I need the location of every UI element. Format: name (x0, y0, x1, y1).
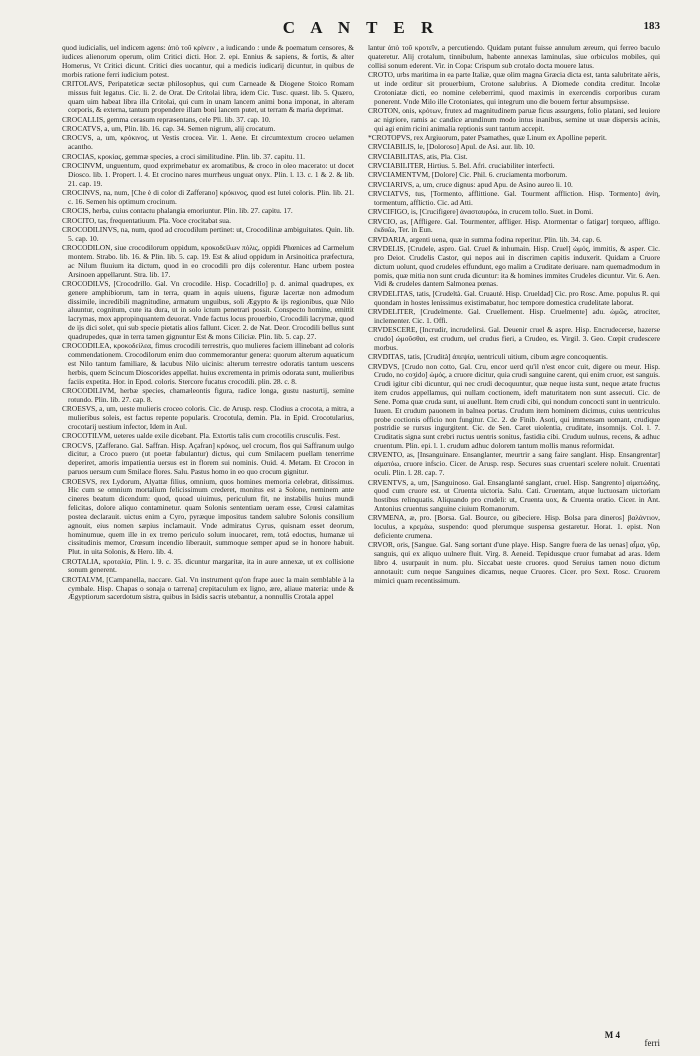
dictionary-entry: quod iudicialis, uel indicem agens: ἀπὸ τοῦ κρίνειν , a iudicando : unde & poematum censores, & iudices alienorum operum, olim Critici dicti. Hor. 2. epi. Ennius & sapiens, & fortis, & alter Homerus, Vt Critici dicunt. Critici dies uocantur, qui a medicis iudicarij dicuntur, in quibus de morbis ratione ferri iudicium potest. (62, 44, 354, 79)
dictionary-entry: CRVCIABILITAS, atis, Pla. Cist. (368, 151, 468, 161)
dictionary-entry: CRVCIO, as, [Affligere. Gal. Tourmenter, affliger. Hisp. Atormentar o fatigar] torqueo, affligo. ἐκδικ͂ω, Ter. in Eun. (368, 216, 660, 235)
dictionary-entry: CRVCIABILITER, Hirtius. 5. Bel. Afri. cruciabiliter interfecti. (368, 160, 555, 170)
dictionary-entry: CROCVS, a, um, κρόκινος, ut Vestis crocea. Vir. 1. Aene. Et circumtextum croceo uelamen acantho. (62, 133, 354, 152)
dictionary-entry: *CROTOPVS, rex Argiuorum, pater Psamathes, quæ Linum ex Apolline peperit. (368, 132, 607, 142)
dictionary-entry: CROCODILEA, κροκοδείλεα, fimus crocodili terrestris, quo mulieres faciem illinebant ad coloris commendationem. Crocodilorum enim duo commemorantur genera: quorum alterum aquaticum est Nilo tantum familiare, & lacubus Nilo uicinis: alterum terrestre odoratis tantum uescens herbis, quem Scincum Dioscorides appellat. huius excrementa in primis odorata sunt, mulieribus faciis expetita. Hor. in Epod. coloris. Stercore fucatus crocodili. plin. 28. c. 8. (62, 341, 354, 386)
dictionary-entry: CROCALLIS, gemma cerasum repræsentans, cele Pli. lib. 37. cap. 10. (62, 114, 271, 124)
text-columns (62, 44, 660, 1034)
dictionary-entry: CROCOTILVM, ueteres ualde exile dicebant. Pla. Extortis talis cum crocotilis crusculis. Fest. (62, 431, 341, 441)
dictionary-entry: CROTO, urbs maritima in ea parte Italiæ, quæ olim magna Græcia dicta est, tanta salubritate aëris, ut inde orditur sit prouerbium, Crotone salubrius. A Diomede condita creditur. Incolæ Crotoniatæ dicti, eo nomine celeberrimi, quod maximis in exercendis corporibus curam ponerent. Vnde Milo ille Crotoniates, qui integrum uno die bouem fertur absumpsisse. (368, 70, 660, 106)
page-header (62, 18, 660, 44)
page-number: 183 (643, 20, 660, 32)
dictionary-entry: CRVDELITER, [Crudelmente. Gal. Cruellement. Hisp. Cruelmente] adu. ὠμῶς, atrociter, inclementer. Cic. 1. Offi. (368, 306, 660, 325)
dictionary-entry: CRVCIATVS, tus, [Tormento, afflittione. Gal. Tourment affliction. Hisp. Tormento] ἀνίη, tormentum, afflictio. Cic. ad Atti. (368, 189, 660, 207)
dictionary-entry: CROCIAS, κροκίας, gemmæ species, a croci similitudine. Plin. lib. 37. capitu. 11. (62, 151, 305, 161)
dictionary-entry: CROCVS, [Zafferano. Gal. Saffran. Hisp. Açafran] κρόκος, uel crocum, flos qui Saffranum uulgo dicitur, a Croco puero (ut poetæ fabulantur) dictus, qui cum Smilacem puellam tenerrime deperiret, amoris impatientia uersus est in florem sui nominis. Ouid. 4. Metam. Et Crocon in paruos uersum cum Smilace flores. Salu. Pastus homo in eo quo crocum gignitur. (62, 440, 354, 477)
dictionary-entry: CROCATVS, a, um, Plin. lib. 16. cap. 34. Semen nigrum, alij crocatum. (62, 124, 276, 134)
dictionary-entry: lantur ἀπὸ τοῦ κροτεῖν, a percutiendo. Quidam putant fuisse annulum æreum, qui ferreo baculo quateretur. Alij crotalum, tinnibulum, habente annexas laminulas, siue orbiculos mobiles, qui collisi sonum ederent. Vir. in Copa: Crispum sub crotalo docta mouere latus. (368, 44, 660, 70)
dictionary-entry: CROESVS, a, um, ueste mulieris croceo coloris. Cic. de Arusp. resp. Clodius a crocota, a mitra, a mulieribus soleis, est factus repente popularis. Crocotula, demin. Pla. in Epid. Crocotularius, crocotarij uestium infector, Idem in Aul. (62, 404, 354, 431)
dictionary-entry: CROCITO, tas, frequentatiuum. Pla. Voce crocitabat sua. (62, 215, 231, 225)
dictionary-entry: CRVCIAMENTVM, [Dolore] Cic. Phil. 6. cruciamenta morborum. (368, 170, 568, 180)
signature-mark: M 4 (604, 1030, 620, 1040)
dictionary-entry: CROCODILINVS, na, num, quod ad crocodilum pertinet: ut, Crocodilinæ ambiguitates. Quin. lib. 5. cap. 10. (62, 224, 354, 243)
running-head: C A N T E R (282, 18, 440, 37)
dictionary-entry: CRVCIABILIS, le, [Doloroso] Apul. de Asi. aur. lib. 10. (368, 142, 535, 152)
dictionary-entry: CROCINVS, na, num, [Che è di color di Zafferano] κρόκινος, quod est lutei coloris. Plin. lib. 21. c. 16. Semen his optimum crocinum. (62, 188, 354, 206)
dictionary-entry: CROESVS, rex Lydorum, Alyattæ filius, omnium, quos homines memoria celebrat, ditissimus. Hic cum se omnium mortalium felicissimum crederet, monitus est a Solone, neminem ante cineres beatum dicendum: quod, quoad uiuimus, periculum fit, ne instabilis huius mundi felicitas, dolore aliquo contaminetur. quam Solonis sententiam ueram esse, Crœsi calamitas postea declarauit. uictus enim a Cyro, pyræque impositus tandem salubre Solonis consilium agnouit, eius nomen sæpius inclamauit. Vnde admiratus Cyrus, quisnam esset deorum, hominumue, quem ille in ex tremo periculo solum inuocaret, rem, totá edoctus, humanæ ui cissitudinis memor, Crœsum incendio liberauit, summoque semper apud se in honore habuit. Plut. in uita Solonis, & Hero. lib. 4. (62, 476, 354, 557)
dictionary-entry: CRVOR, oris, [Sangue. Gal. Sang sortant d'une playe. Hisp. Sangre fuera de las uenas] αἷμα, γῦρ, sanguis, qui ex aliquo uulnere fluit. Virg. 8. Aeneid. Tepidusque cruor fumabat ad aras. Idem libro 4. usurpauit in num. plu. Siccabat ueste cruores. quod Seruius tamen nouo dictum annotauit: cum neque Sanguines dicamus, neque Cruores. Cicer. pro Sext. Rosc. Cruorem mimici quam recentissimum. (368, 540, 660, 585)
dictionary-entry: CRVDITAS, tatis, [Crudità] ἀπεψία, uentriculi uitium, cibum ægre concoquentis. (368, 352, 608, 362)
dictionary-entry: CROCODILON, siue crocodilorum oppidum, κροκοδείλων πόλις, oppidi Phœnices ad Carmelum montem. Strabo. lib. 16. & Plin. lib. 5. cap. 19. Est & aliud oppidum in Arsinoitica præfectura, ac Nilum fluuium ita dictum, quod in eo crocodili pro dijs colerentur. Hanc urbem postea Arsinoen appellarunt. Stra. lib. 17. (62, 243, 354, 279)
dictionary-entry: CROTALVM, [Campanella, naccare. Gal. Vn instrument qu'on frape auec la main semblable à la cymbale. Hisp. Chapas o sonaja o tarrena] crepitaculum ex ligno, ære, aliaue materia: unde & Ægyptiorum sacerdotum sistra, quibus in Isidis sacris utebantur, a nonnullis Crotala appel (62, 574, 354, 602)
left-column (62, 44, 354, 1034)
dictionary-entry: CRVCIFIGO, is, [Crucifigere] ἀνασταυρόω, in crucem tollo. Suet. in Domi. (368, 207, 594, 217)
right-column (368, 44, 660, 1034)
dictionary-entry: CROCODILVS, [Crocodrillo. Gal. Vn crocodile. Hisp. Cocadrillo] p. d. animal quadrupes, ex genere amphibiorum, tam in terra, quam in aquis uiuens, figuræ lacertæ non admodum dissimile, incredibili magnitudine, armatum unguibus, soli Ægypto & ijs regionibus, quæ Nilo aluuntur, cognitum, cute ita dura, ut in solo ictum penetrari possit. Conspecto homine, emittit lacrymas, mox appropinquantem deuorat. Vnde factus locus prouerbio, Crocodili lacrymæ, quod de ijs dici solet, qui sub specie pietatis alios fallunt. Cicer. 2. de Nat. Deor. Crocodili bellus sunt quadrupedes, quæ in terra tamen gignuntur Est & mons Ciliciæ. Plin. lib. 5. cap. 27. (62, 278, 354, 341)
dictionary-entry: CRVMENA, æ, pro. [Borsa. Gal. Bource, ou gibeciere. Hisp. Bolsa para dineros] βαλάντιον, loculus, a κρεμάω, suspendo: quod plerumque suspensa gestaretur. Horat. 1. epist. Non deficiente crumena. (368, 513, 660, 541)
dictionary-entry: CRVDESCERE, [Incrudir, incrudelirsi. Gal. Deuenir cruel & aspre. Hisp. Encrudecerse, hazerse crudo] ὠμοῦσθαι, est crudum, uel crudus fieri, a Crudeo, es. Virgil. 3. Geo. Cœpit crudescere morbus. (368, 325, 660, 352)
dictionary-entry: CRVDARIA, argenti uena, quæ in summa fodina reperitur. Plin. lib. 34. cap. 6. (368, 234, 602, 244)
page-footer (62, 1030, 660, 1048)
dictionary-entry: CRVDELITAS, tatis, [Crudeltà. Gal. Cruauté. Hisp. Crueldad] Cic. pro Rosc. Ame. populus R. qui quondam in hostes lenissimus existimabatur, hoc tempore domestica crudelitate laborat. (368, 288, 660, 307)
dictionary-entry: CROTALIA, κροταλία, Plin. l. 9. c. 35. dicuntur margaritæ, ita in aure annexæ, ut ex collisione sonum generent. (62, 556, 354, 575)
catchword: ferri (644, 1038, 660, 1048)
dictionary-entry: CROCIS, herba, cuius contactu phalangia emoriuntur. Plin. lib. 27. capitu. 17. (62, 206, 293, 216)
dictionary-entry: CROCINVM, unguentum, quod exprimebatur ex aromatibus, & croco in oleo macerato: ut docet Diosco. lib. 1. Propert. l. 4. Et crocino nares murrheus unguat onyx. Plin. l. 13. c. 1 & 2. & lib. 21. cap. 19. (62, 160, 354, 188)
dictionary-entry: CRVDVS, [Crudo non cotto, Gal. Cru, encor uerd qu'il n'est encor cuit, digere ou meur. Hisp. Crudo, no coʒido] ὠμός, a cruore dicitur, quia crudi sanguine carent, qui enim cruor, est sanguis. Crudi igitur cibi dicuntur, qui nec crudi decoquuntur, quæ neque iusta sunt, neque ætate fructus item crudos appellamus, qui nullam coctionem, ideft maturitatem non sunt assecuti. Cic. de Sene. Poma quæ cruda sunt, ui auellunt. Item crudi cibi, qui nondum concocti sunt in uentriculo. Iuuen. Et crudum pauonem in balnea portas. Crudum item hominem dicimus, cuius uentriculus probe coctionis officio non fungitur. Cic. 2. de Finib. Asoti, qui immensam uomant, crudique postridie se rursus ingurgitent. Cic. de Sen. Caret uiolentia, cruditate, insomnijs. Col. l. 7. Cruditatis signa sunt crebri ructus uentris sonitus, fastidia cibi. Crudum uulnus, recens, & adhuc cruentum. Plin. epi. l. 1. crudum adhuc dolorem tantum mollis manus reformidat. (368, 361, 660, 451)
dictionary-entry: CRVENTO, as, [Insanguinare. Ensanglanter, meurtrir a sang faire sanglant. Hisp. Ensangrentar] αἱματόω, cruore infscio. Cicer. de Arusp. resp. Secures suas cruentari scelere noluit. Cruentati oculi. Plin. l. 28. cap. 7. (368, 450, 660, 478)
dictionary-entry: CRVCIARIVS, a, um, cruce dignus: apud Apu. de Asino aureo li. 10. (368, 179, 573, 189)
dictionary-entry: CROCODILIVM, herbæ species, chamæleontis figura, radice longa, gustu nasturtij, semine rotundo. Plin. lib. 27. cap. 8. (62, 386, 354, 404)
dictionary-entry: CRITOLAVS, Peripateticæ sectæ philosophus, qui cum Carneade & Diogene Stoico Romam missus fuit legatus. Cic. li. 2. de Orat. De Critolai libra, idem Cic. Tusc. quæst. lib. 5. Quæro, quam uim habeat libra illa Critolai, qui cum in unam lancem animi bona imponat, in alteram corporis, & externa, tantum propendere illam boni lancem putet, ut terram & maria deprimat. (62, 78, 354, 115)
dictionary-entry: CRVENTVS, a, um, [Sanguinoso. Gal. Ensanglanté sanglant, cruel. Hisp. Sangrento] αἱματώδης, quod cum cruore est. ut Cruenta uictoria. Salu. Cati. Cruentam, atque luctuosam uictoriam hostibus relinquatis. Aliquando pro crudeli: ut, Cruenta uox, & Cruenta oratio. Cicer. in Ant. Antonius cruentus sanguine ciuium Romanorum. (368, 477, 660, 514)
dictionary-entry: CRVDELIS, [Crudele, aspro. Gal. Cruel & inhumain. Hisp. Cruel] ὠμός, immitis, & asper. Cic. pro Deiot. Crudelis Castor, qui nepos aui in discrimen capitis induxerit. Quidam a Cruore dictum uolunt, quod crudeles effundunt, ego malim a Cruditate deriuare. nam quemadmodum in pomis, quæ mitia non sunt cruda dicuntur: ita & homines immites Crudeles dicuntur. Vir. 6. Aen. Vidi & crudeles dantem Salmonea pœnas. (368, 244, 660, 289)
dictionary-entry: CROTON, onis, κρότων, frutex ad magnitudinem paruæ ficus assurgens, folio platani, sed leuiore ac nigriore, ramis ac candice arundinum modo intus inanibus, semine ut uuæ dispersis acinis, qui agi enim ricini animalia reptionis sunt tantum accepit. (368, 105, 660, 133)
